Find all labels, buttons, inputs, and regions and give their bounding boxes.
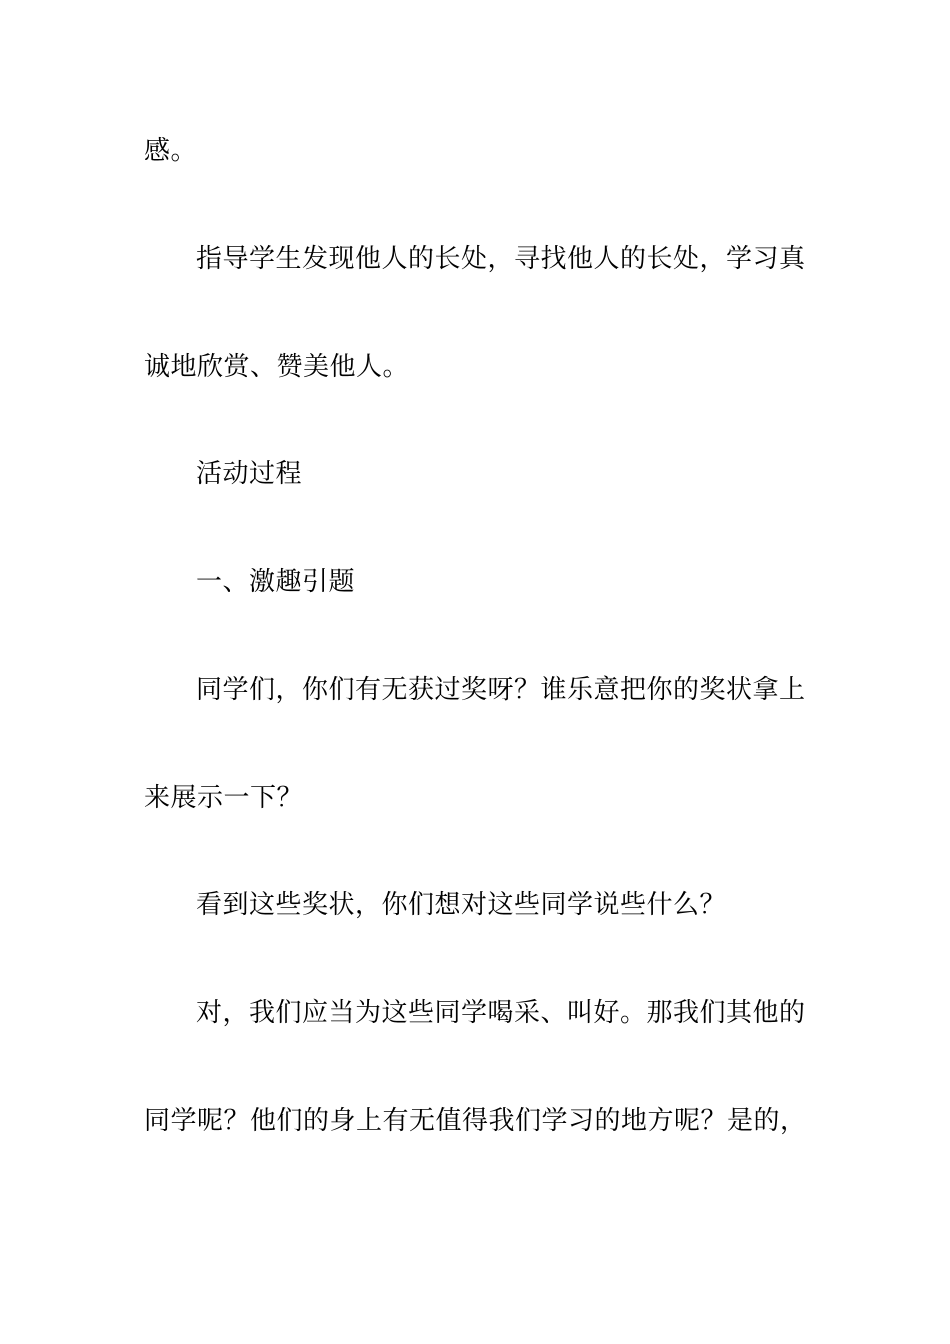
- text-line-8: 看到这些奖状，你们想对这些同学说些什么？: [196, 890, 727, 920]
- text-line-2: 指导学生发现他人的长处，寻找他人的长处，学习真: [196, 244, 806, 274]
- text-line-1: 感。: [144, 136, 198, 166]
- text-line-10: 同学呢？他们的身上有无值得我们学习的地方呢？是的，: [144, 1106, 807, 1136]
- text-line-3: 诚地欣赏、赞美他人。: [144, 352, 410, 382]
- section-heading-activity-process: 活动过程: [196, 459, 303, 489]
- text-line-7: 来展示一下？: [144, 783, 304, 813]
- subsection-heading-intro: 一、激趣引题: [196, 567, 356, 597]
- text-line-9: 对，我们应当为这些同学喝采、叫好。那我们其他的: [196, 998, 806, 1028]
- text-line-6: 同学们，你们有无获过奖呀？谁乐意把你的奖状拿上: [196, 675, 806, 705]
